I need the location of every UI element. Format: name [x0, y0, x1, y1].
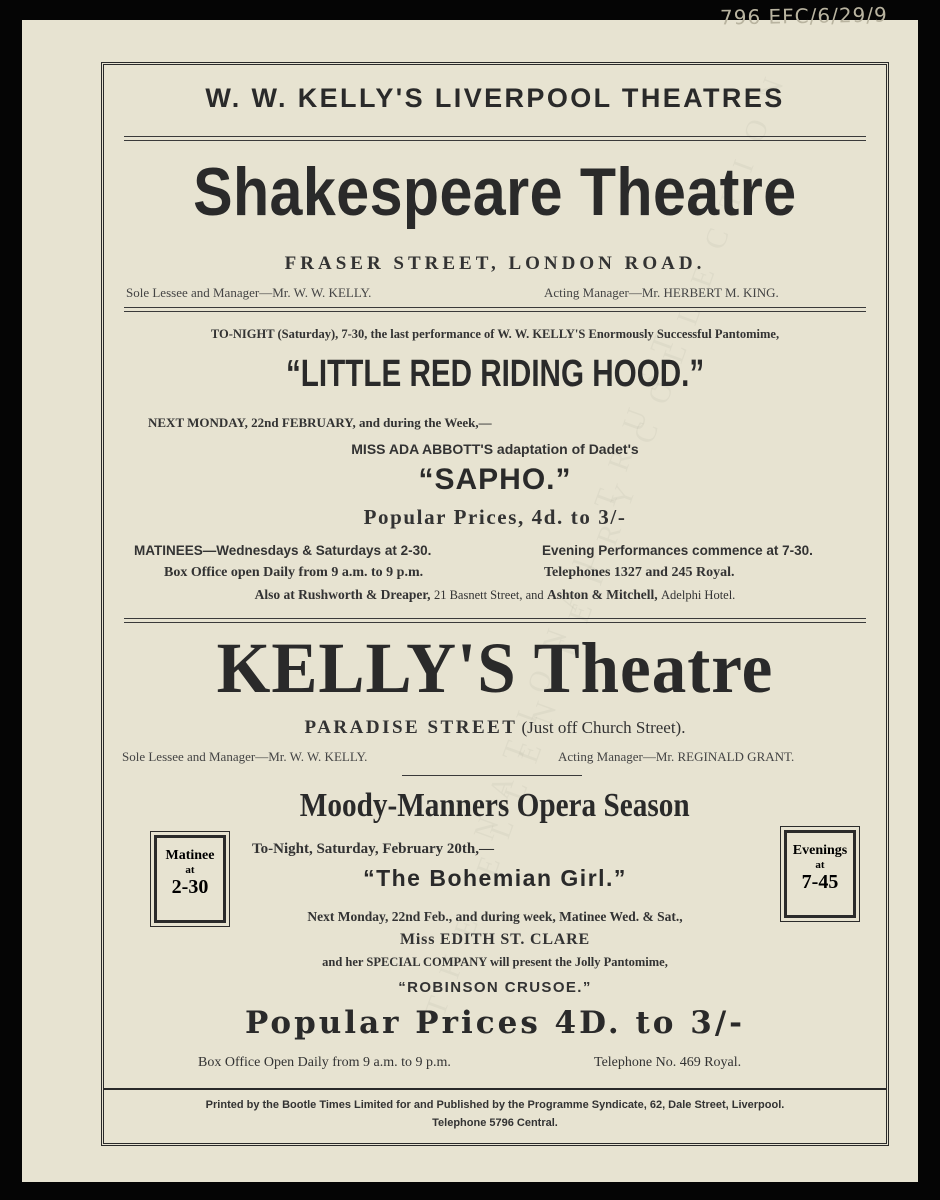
shakespeare-divider: [124, 307, 866, 312]
shakespeare-prices: Popular Prices, 4d. to 3/-: [363, 505, 627, 529]
programme-frame: [101, 62, 889, 1146]
printer-line: Printed by the Bootle Times Limited for and Published by the Programme Syndicate, 62, Dale Street, Liverpool.: [205, 1099, 785, 1111]
shakespeare-telephones: Telephones 1327 and 245 Royal.: [544, 565, 735, 580]
kellys-next-show: “ROBINSON CRUSOE.”: [398, 979, 592, 996]
shakespeare-tonight: TO-NIGHT (Saturday), 7-30, the last performance of W. W. KELLY'S Enormously Successful Pantomime,: [210, 327, 780, 341]
kellys-prices: Popular Prices 4D. to 3/-: [244, 1005, 746, 1041]
shakespeare-evening: Evening Performances commence at 7-30.: [542, 543, 813, 558]
shakespeare-next-monday: NEXT MONDAY, 22nd FEBRUARY, and during the Week,—: [148, 415, 492, 430]
kellys-address-line: PARADISE STREET (Just off Church Street).: [304, 717, 686, 738]
shakespeare-name: Shakespeare Theatre: [193, 154, 797, 230]
shakespeare-box-office: Box Office open Daily from 9 a.m. to 9 p.m.: [164, 565, 424, 580]
page-title: W. W. KELLY'S LIVERPOOL THEATRES: [205, 83, 785, 113]
kellys-acting-manager: Acting Manager—Mr. REGINALD GRANT.: [558, 749, 795, 764]
shakespeare-matinees: MATINEES—Wednesdays & Saturdays at 2-30.: [134, 543, 432, 558]
kellys-star: Miss EDITH ST. CLARE: [400, 931, 590, 948]
shakespeare-address: FRASER STREET, LONDON ROAD.: [284, 253, 706, 274]
kellys-tonight-show: “The Bohemian Girl.”: [363, 865, 627, 891]
kellys-divider: [402, 775, 582, 776]
header-divider: [124, 136, 866, 141]
kellys-telephone: Telephone No. 469 Royal.: [594, 1055, 742, 1070]
shakespeare-lessee: Sole Lessee and Manager—Mr. W. W. KELLY.: [126, 285, 372, 300]
kellys-box-office: Box Office Open Daily from 9 a.m. to 9 p.m.: [198, 1055, 451, 1070]
archive-reference: 796 EFC/6/29/9: [720, 2, 889, 30]
shakespeare-acting-manager: Acting Manager—Mr. HERBERT M. KING.: [544, 285, 779, 300]
kellys-company: and her SPECIAL COMPANY will present the Jolly Pantomime,: [322, 955, 668, 969]
matinee-box: Matinee at 2-30: [154, 835, 226, 923]
kellys-lessee: Sole Lessee and Manager—Mr. W. W. KELLY.: [122, 749, 368, 764]
kellys-next-monday: Next Monday, 22nd Feb., and during week, Matinee Wed. & Sat.,: [307, 909, 683, 924]
kellys-season: Moody-Manners Opera Season: [300, 787, 690, 824]
shakespeare-next-show: “SAPHO.”: [418, 463, 572, 496]
shakespeare-adaptation: MISS ADA ABBOTT'S adaptation of Dadet's: [351, 441, 639, 457]
shakespeare-tonight-show: “LITTLE RED RIDING HOOD.”: [285, 353, 705, 395]
printer-telephone: Telephone 5796 Central.: [432, 1117, 558, 1129]
shakespeare-also: Also at Rushworth & Dreaper, 21 Basnett Street, and Ashton & Mitchell, Adelphi Hotel.: [254, 587, 736, 602]
footer-divider: [104, 1088, 886, 1090]
evenings-box: Evenings at 7-45: [784, 830, 856, 918]
kellys-tonight: To-Night, Saturday, February 20th,—: [252, 841, 494, 857]
section-divider: [124, 618, 866, 623]
kellys-name: KELLY'S Theatre: [216, 628, 774, 708]
